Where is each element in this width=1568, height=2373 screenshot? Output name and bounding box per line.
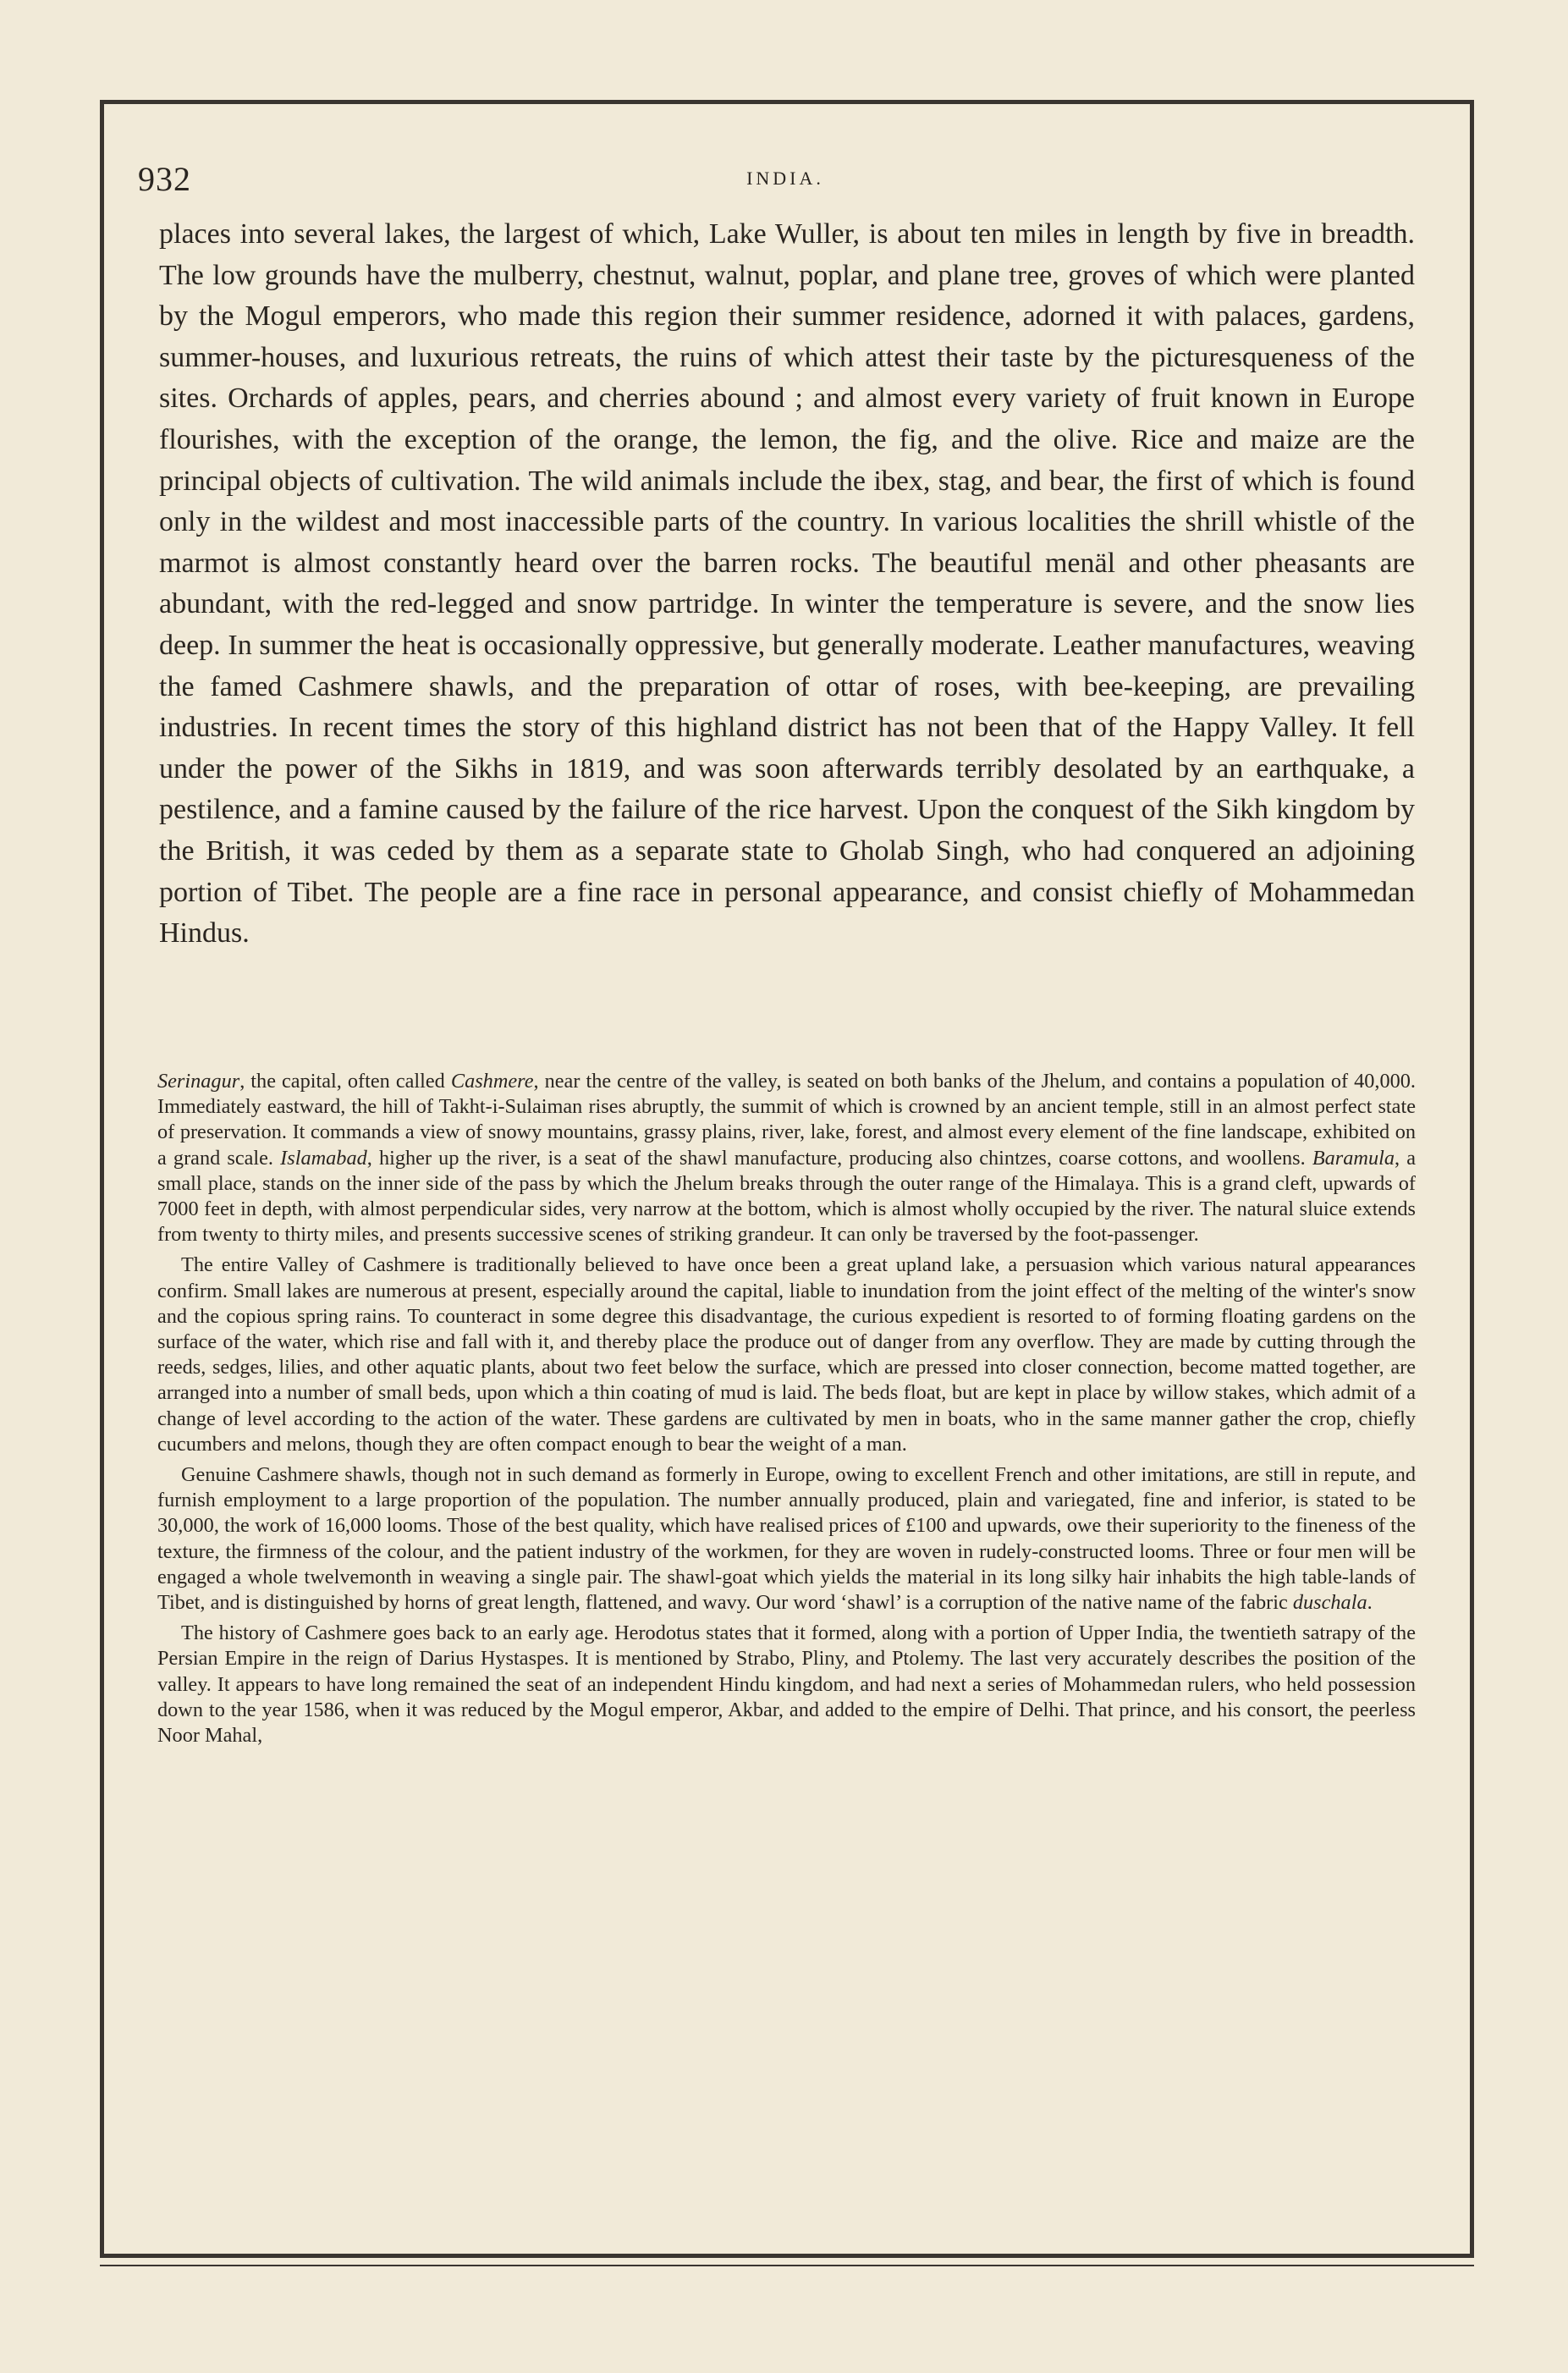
- note-paragraph-shawls: [157, 1462, 1416, 1616]
- term-duschala: duschala: [1292, 1591, 1367, 1615]
- place-name-serinagur: Serinagur: [157, 1070, 240, 1093]
- place-name-islamabad: Islamabad: [280, 1146, 367, 1170]
- page-number: 932: [138, 160, 191, 198]
- note-text: .: [1367, 1591, 1373, 1615]
- note-text: Genuine Cashmere shawls, though not in such demand as formerly in Europe, owing to excellent French and other imitations, are still in repute, and furnish employment to a large proportion of the population. The number annually produced, plain and variegated, fine and inferior, is stated to be 30,000, the work of 16,000 looms. Those of the best quality, which have realised prices of £100 and upwards, owe their superiority to the fineness of the texture, the firmness of the colour, and the patient industry of the workmen, for they are woven in rudely-constructed looms. Three or four men will be engaged a whole twelvemonth in weaving a single pair. The shawl-goat which yields the material in its long silky hair inhabits the high table-lands of Tibet, and is distinguished by horns of great length, flattened, and wavy. Our word ‘shawl’ is a corruption of the native name of the fabric: [157, 1463, 1416, 1615]
- note-text: , the capital, often called: [239, 1070, 451, 1093]
- note-text: , a small place, stands on the inner side of the pass by which the Jhelum breaks through the outer range of the Himalaya. This is a grand cleft, upwards of 7000 feet in depth, with almost perpendicular sides, very narrow at the bottom, which is almost wholly occupied by the river. The natural sluice extends from twenty to thirty miles, and presents successive scenes of striking grandeur. It can only be traversed by the foot-passenger.: [157, 1146, 1417, 1247]
- place-name-cashmere: Cashmere: [450, 1070, 534, 1093]
- note-text: , higher up the river, is a seat of the shawl manufacture, producing also chintzes, coarse cottons, and woollens.: [366, 1146, 1312, 1170]
- note-paragraph-capital: [157, 1069, 1416, 1247]
- note-paragraph-floating-gardens: The entire Valley of Cashmere is traditionally believed to have once been a great upland lake, a persuasion which various natural appearances confirm. Small lakes are numerous at present, especially around the capital, liable to inundation from the joint effect of the melting of the winter's snow and the copious spring rains. To counteract in some degree this disadvantage, the curious expedient is resorted to of forming floating gardens on the surface of the water, which rise and fall with it, and thereby place the produce out of danger from any overflow. They are made by cutting through the reeds, sedges, lilies, and other aquatic plants, about two feet below the surface, which are pressed into closer connection, become matted together, are arranged into a number of small beds, upon which a thin coating of mud is laid. The beds float, but are kept in place by willow stakes, which admit of a change of level according to the action of the water. These gardens are cultivated by men in boats, who in the same manner gather the crop, chiefly cucumbers and melons, though they are often compact enough to bear the weight of a man.: [157, 1253, 1416, 1456]
- bottom-rule: [100, 2265, 1474, 2266]
- note-paragraph-history: The history of Cashmere goes back to an early age. Herodotus states that it formed, along with a portion of Upper India, the twentieth satrapy of the Persian Empire in the reign of Darius Hystaspes. It is mentioned by Strabo, Pliny, and Ptolemy. The last very accurately describes the position of the valley. It appears to have long remained the seat of an independent Hindu kingdom, and had next a series of Mohammedan rulers, who held possession down to the year 1586, when it was reduced by the Mogul emperor, Akbar, and added to the empire of Delhi. That prince, and his consort, the peerless Noor Mahal,: [157, 1621, 1416, 1748]
- main-paragraph: places into several lakes, the largest of which, Lake Wuller, is about ten miles in length by five in breadth. The low grounds have the mulberry, chestnut, walnut, poplar, and plane tree, groves of which were planted by the Mogul emperors, who made this region their summer residence, adorned it with palaces, gardens, summer-houses, and luxurious retreats, the ruins of which attest their taste by the picturesqueness of the sites. Orchards of apples, pears, and cherries abound ; and almost every variety of fruit known in Europe flourishes, with the exception of the orange, the lemon, the fig, and the olive. Rice and maize are the principal objects of cultivation. The wild animals include the ibex, stag, and bear, the first of which is found only in the wildest and most inaccessible parts of the country. In various localities the shrill whistle of the marmot is almost constantly heard over the barren rocks. The beautiful menäl and other pheasants are abundant, with the red-legged and snow partridge. In winter the temperature is severe, and the snow lies deep. In summer the heat is occasionally oppressive, but generally moderate. Leather manufactures, weaving the famed Cashmere shawls, and the preparation of ottar of roses, with bee-keeping, are prevailing industries. In recent times the story of this highland district has not been that of the Happy Valley. It fell under the power of the Sikhs in 1819, and was soon afterwards terribly desolated by an earthquake, a pestilence, and a famine caused by the failure of the rice harvest. Upon the conquest of the Sikh kingdom by the British, it was ceded by them as a separate state to Gholab Singh, who had conquered an adjoining portion of Tibet. The people are a fine race in personal appearance, and consist chiefly of Mohammedan Hindus.: [159, 218, 1415, 950]
- note-text: , near the centre of the valley, is seated on both banks of the Jhelum, and contains a population of 40,000. Immediately eastward, the hill of Takht-i-Sulaiman rises abruptly, the summit of which is crowned by an ancient temple, still in an almost perfect state of preservation. It commands a view of snowy mountains, grassy plains, river, lake, forest, and almost every element of the fine landscape, exhibited on a grand scale.: [157, 1070, 1416, 1170]
- main-text-block: [159, 214, 1415, 955]
- running-head: INDIA.: [746, 168, 824, 189]
- notes-block: [157, 1069, 1416, 1754]
- place-name-baramula: Baramula: [1312, 1146, 1395, 1170]
- page-header: [138, 159, 1433, 201]
